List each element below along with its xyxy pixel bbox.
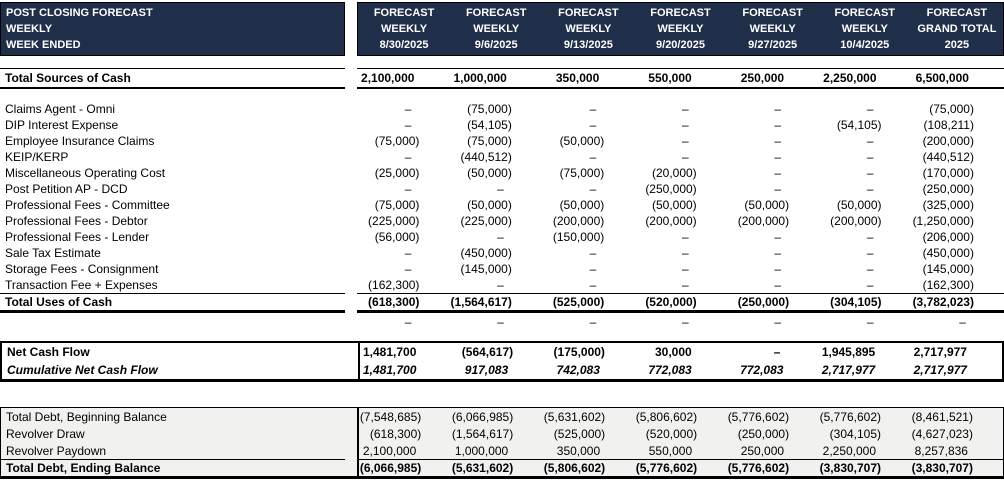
revolver-paydown-row bbox=[1, 442, 1003, 459]
row-label: Employee Insurance Claims bbox=[5, 134, 155, 148]
cell: – bbox=[774, 134, 782, 148]
revolver-draw-row bbox=[1, 425, 1003, 442]
cell: – bbox=[774, 166, 782, 180]
cell: 917,083 bbox=[464, 363, 509, 377]
cell: (618,300) bbox=[369, 426, 422, 441]
cell: – bbox=[589, 150, 597, 164]
row-label bbox=[0, 313, 345, 330]
cell: – bbox=[404, 262, 412, 276]
table-row-keip-kerp bbox=[0, 149, 1004, 165]
table-header bbox=[0, 2, 1004, 56]
cell: (1,250,000) bbox=[912, 214, 974, 228]
cell: – bbox=[404, 102, 412, 116]
cell: (5,631,602) bbox=[451, 461, 514, 475]
row-label: Sale Tax Estimate bbox=[5, 246, 101, 260]
cell: (145,000) bbox=[460, 262, 512, 276]
cell: (6,066,985) bbox=[359, 461, 422, 475]
cell: (150,000) bbox=[552, 230, 605, 244]
cell: (25,000) bbox=[374, 166, 420, 180]
cell: (162,300) bbox=[368, 278, 420, 292]
title-line-1: POST CLOSING FORECAST bbox=[6, 7, 153, 19]
column-header-week5: FORECAST WEEKLY 9/27/2025 bbox=[742, 7, 803, 51]
cell: – bbox=[682, 314, 689, 329]
net-cash-flow-section bbox=[0, 341, 1004, 382]
cumulative-net-cash-flow-row bbox=[2, 361, 1002, 379]
cell: (250,000) bbox=[737, 295, 790, 309]
cell: – bbox=[404, 118, 412, 132]
cell: – bbox=[866, 182, 874, 196]
column-header-week1: FORECAST WEEKLY 8/30/2025 bbox=[373, 7, 435, 51]
cell: 250,000 bbox=[740, 71, 785, 85]
cell: (250,000) bbox=[737, 426, 790, 441]
table-row-prof-fees-lender bbox=[0, 229, 1004, 245]
cell: – bbox=[866, 262, 874, 276]
cell: 2,250,000 bbox=[823, 71, 877, 85]
debt-ending-balance-row bbox=[1, 459, 1003, 476]
cell: – bbox=[682, 102, 689, 116]
cell: (50,000) bbox=[836, 198, 882, 212]
cell: – bbox=[682, 278, 689, 292]
cell: – bbox=[404, 150, 412, 164]
table-row-post-petition-ap bbox=[0, 181, 1004, 197]
cell: – bbox=[589, 102, 597, 116]
cell: – bbox=[404, 246, 412, 260]
cell: 2,717,977 bbox=[913, 345, 967, 359]
column-header-week2: FORECAST WEEKLY 9/6/2025 bbox=[465, 7, 527, 51]
cell: (54,105) bbox=[467, 118, 512, 132]
cell: – bbox=[682, 118, 689, 132]
cell: (50,000) bbox=[467, 166, 512, 180]
cell: – bbox=[682, 230, 689, 244]
cell: – bbox=[866, 166, 874, 180]
cell: (108,211) bbox=[923, 118, 974, 132]
cell: (200,000) bbox=[552, 214, 605, 228]
row-label: Storage Fees - Consignment bbox=[5, 262, 159, 276]
row-label: Post Petition AP - DCD bbox=[5, 182, 128, 196]
cell: (1,564,617) bbox=[450, 295, 512, 309]
cell: (200,000) bbox=[737, 214, 790, 228]
cell: – bbox=[682, 150, 689, 164]
cell: (4,627,023) bbox=[911, 426, 973, 441]
total-uses-row bbox=[0, 293, 1004, 313]
cell: (5,776,602) bbox=[727, 461, 790, 475]
cell: (200,000) bbox=[645, 214, 697, 228]
total-debt-section bbox=[0, 407, 1004, 479]
cell: 1,481,700 bbox=[363, 363, 417, 377]
cell: (450,000) bbox=[460, 246, 512, 260]
total-sources-row bbox=[0, 68, 1004, 89]
cell: – bbox=[497, 278, 504, 292]
row-label: Total Sources of Cash bbox=[0, 68, 345, 89]
table-row-transaction-fee bbox=[0, 277, 1004, 293]
cell: – bbox=[589, 118, 597, 132]
cell: (618,300) bbox=[368, 295, 420, 309]
cell: – bbox=[497, 230, 504, 244]
cell: (5,631,602) bbox=[543, 409, 606, 424]
cell: (225,000) bbox=[460, 214, 512, 228]
cell: (75,000) bbox=[467, 102, 512, 116]
cell: (3,830,707) bbox=[819, 461, 882, 475]
cell: 2,100,000 bbox=[361, 71, 415, 85]
cell: – bbox=[774, 278, 782, 292]
cell: 2,717,977 bbox=[913, 363, 967, 377]
cell: (200,000) bbox=[922, 134, 974, 148]
cell: (525,000) bbox=[553, 426, 606, 441]
row-label: Total Uses of Cash bbox=[0, 293, 345, 313]
table-row-prof-fees-committee bbox=[0, 197, 1004, 213]
cell: (6,066,985) bbox=[451, 409, 514, 424]
cell: – bbox=[497, 314, 504, 329]
cell: – bbox=[589, 246, 597, 260]
cell: (75,000) bbox=[929, 102, 974, 116]
cell: (325,000) bbox=[922, 198, 974, 212]
cell: – bbox=[774, 118, 782, 132]
cell: 350,000 bbox=[555, 71, 600, 85]
table-row-misc-operating bbox=[0, 165, 1004, 181]
cell: (75,000) bbox=[374, 134, 420, 148]
cell: (56,000) bbox=[374, 230, 420, 244]
row-label: Cumulative Net Cash Flow bbox=[7, 363, 158, 377]
table-row-dip-interest bbox=[0, 117, 1004, 133]
cell: – bbox=[959, 314, 966, 329]
cell: – bbox=[866, 278, 874, 292]
cell: – bbox=[866, 150, 874, 164]
cell: (450,000) bbox=[922, 246, 974, 260]
cell: 1,000,000 bbox=[453, 71, 507, 85]
cell: (20,000) bbox=[651, 166, 697, 180]
cell: (304,105) bbox=[830, 295, 882, 309]
cell: 772,083 bbox=[740, 363, 784, 377]
cell: 1,481,700 bbox=[363, 345, 417, 359]
table-row-prof-fees-debtor bbox=[0, 213, 1004, 229]
row-label: Total Debt, Beginning Balance bbox=[6, 409, 167, 424]
title-line-3: WEEK ENDED bbox=[6, 39, 81, 51]
cell: (75,000) bbox=[467, 134, 512, 148]
cell: – bbox=[682, 246, 689, 260]
cell: (5,806,602) bbox=[543, 461, 606, 475]
cell: – bbox=[774, 182, 782, 196]
cell: (8,461,521) bbox=[911, 409, 973, 424]
cell: (440,512) bbox=[922, 150, 974, 164]
cell: (50,000) bbox=[651, 198, 697, 212]
cell: 772,083 bbox=[648, 363, 692, 377]
cell: 6,500,000 bbox=[915, 71, 969, 85]
table-row-sale-tax bbox=[0, 245, 1004, 261]
column-header-week4: FORECAST WEEKLY 9/20/2025 bbox=[650, 7, 711, 51]
cell: 350,000 bbox=[556, 443, 601, 458]
column-header-week3: FORECAST WEEKLY 9/13/2025 bbox=[558, 7, 619, 51]
cell: (304,105) bbox=[829, 426, 882, 441]
zero-check-row bbox=[0, 313, 1004, 330]
cell: – bbox=[682, 134, 689, 148]
cell: (3,830,707) bbox=[911, 461, 973, 475]
cell: (440,512) bbox=[460, 150, 512, 164]
cell: 2,717,977 bbox=[821, 363, 876, 377]
title-line-2: WEEKLY bbox=[6, 23, 53, 35]
cell: (225,000) bbox=[368, 214, 420, 228]
cell: – bbox=[589, 182, 597, 196]
cell: (50,000) bbox=[559, 134, 605, 148]
cell: (54,105) bbox=[836, 118, 882, 132]
cell: (520,000) bbox=[645, 295, 697, 309]
row-label: Revolver Draw bbox=[6, 426, 85, 441]
cell: – bbox=[866, 102, 874, 116]
row-label: Transaction Fee + Expenses bbox=[5, 278, 158, 292]
cell: – bbox=[866, 314, 874, 329]
table-title-block bbox=[0, 2, 345, 56]
cell: 550,000 bbox=[648, 71, 692, 85]
cell: – bbox=[497, 182, 504, 196]
row-label: Claims Agent - Omni bbox=[5, 102, 116, 116]
row-label: Net Cash Flow bbox=[7, 345, 90, 359]
cell: 8,257,836 bbox=[914, 443, 968, 458]
cell: – bbox=[589, 262, 597, 276]
cell: – bbox=[589, 278, 597, 292]
cell: – bbox=[774, 246, 782, 260]
cell: (170,000) bbox=[922, 166, 974, 180]
cell: – bbox=[774, 230, 782, 244]
cell: (50,000) bbox=[744, 198, 790, 212]
column-header-week6: FORECAST WEEKLY 10/4/2025 bbox=[834, 7, 896, 51]
debt-beginning-balance-row bbox=[1, 408, 1003, 425]
cell: (5,776,602) bbox=[819, 409, 882, 424]
row-label: Professional Fees - Committee bbox=[5, 198, 170, 212]
cell: – bbox=[773, 345, 781, 359]
row-label: Miscellaneous Operating Cost bbox=[5, 166, 166, 180]
cell: 2,100,000 bbox=[362, 443, 417, 458]
cell: – bbox=[589, 314, 597, 329]
table-row-storage-fees bbox=[0, 261, 1004, 277]
cell: (145,000) bbox=[922, 262, 974, 276]
cell: – bbox=[774, 150, 782, 164]
cell: (5,776,602) bbox=[727, 409, 790, 424]
cell: (520,000) bbox=[645, 426, 698, 441]
cell: (5,806,602) bbox=[635, 409, 698, 424]
cell: (75,000) bbox=[559, 166, 605, 180]
cell: 550,000 bbox=[648, 443, 693, 458]
cell: 30,000 bbox=[654, 345, 692, 359]
cell: (1,564,617) bbox=[451, 426, 514, 441]
cell: (564,617) bbox=[461, 345, 514, 359]
cell: (50,000) bbox=[467, 198, 512, 212]
cell: (162,300) bbox=[922, 278, 974, 292]
cell: (5,776,602) bbox=[635, 461, 698, 475]
cell: – bbox=[774, 262, 782, 276]
cell: (250,000) bbox=[922, 182, 974, 196]
cell: 2,250,000 bbox=[822, 443, 877, 458]
cell: – bbox=[866, 134, 874, 148]
cell: (250,000) bbox=[645, 182, 697, 196]
row-label: Total Debt, Ending Balance bbox=[1, 459, 345, 476]
cell: – bbox=[866, 246, 874, 260]
cell: (75,000) bbox=[374, 198, 420, 212]
cell: (200,000) bbox=[830, 214, 882, 228]
cell: 250,000 bbox=[740, 443, 785, 458]
cell: (7,548,685) bbox=[359, 409, 422, 424]
cell: (175,000) bbox=[553, 345, 605, 359]
row-label: Professional Fees - Debtor bbox=[5, 214, 148, 228]
row-label: KEIP/KERP bbox=[5, 150, 69, 164]
table-row-claims-agent bbox=[0, 101, 1004, 117]
cell: – bbox=[404, 182, 412, 196]
cell: 742,083 bbox=[556, 363, 600, 377]
cell: 1,000,000 bbox=[454, 443, 509, 458]
cell: – bbox=[404, 314, 412, 329]
cell: – bbox=[774, 102, 782, 116]
column-headers bbox=[357, 2, 1004, 56]
cell: – bbox=[866, 230, 874, 244]
cell: (206,000) bbox=[922, 230, 974, 244]
cell: (3,782,023) bbox=[912, 295, 974, 309]
row-label: Revolver Paydown bbox=[6, 443, 107, 458]
cell: – bbox=[682, 262, 689, 276]
row-label: Professional Fees - Lender bbox=[5, 230, 150, 244]
cell: (525,000) bbox=[552, 295, 605, 309]
column-header-grand-total: FORECAST GRAND TOTAL 2025 bbox=[917, 7, 997, 51]
net-cash-flow-row bbox=[2, 343, 1002, 361]
row-label: DIP Interest Expense bbox=[5, 118, 119, 132]
table-row-employee-insurance bbox=[0, 133, 1004, 149]
cell: 1,945,895 bbox=[821, 345, 876, 359]
cell: – bbox=[774, 314, 782, 329]
cell: (50,000) bbox=[559, 198, 605, 212]
